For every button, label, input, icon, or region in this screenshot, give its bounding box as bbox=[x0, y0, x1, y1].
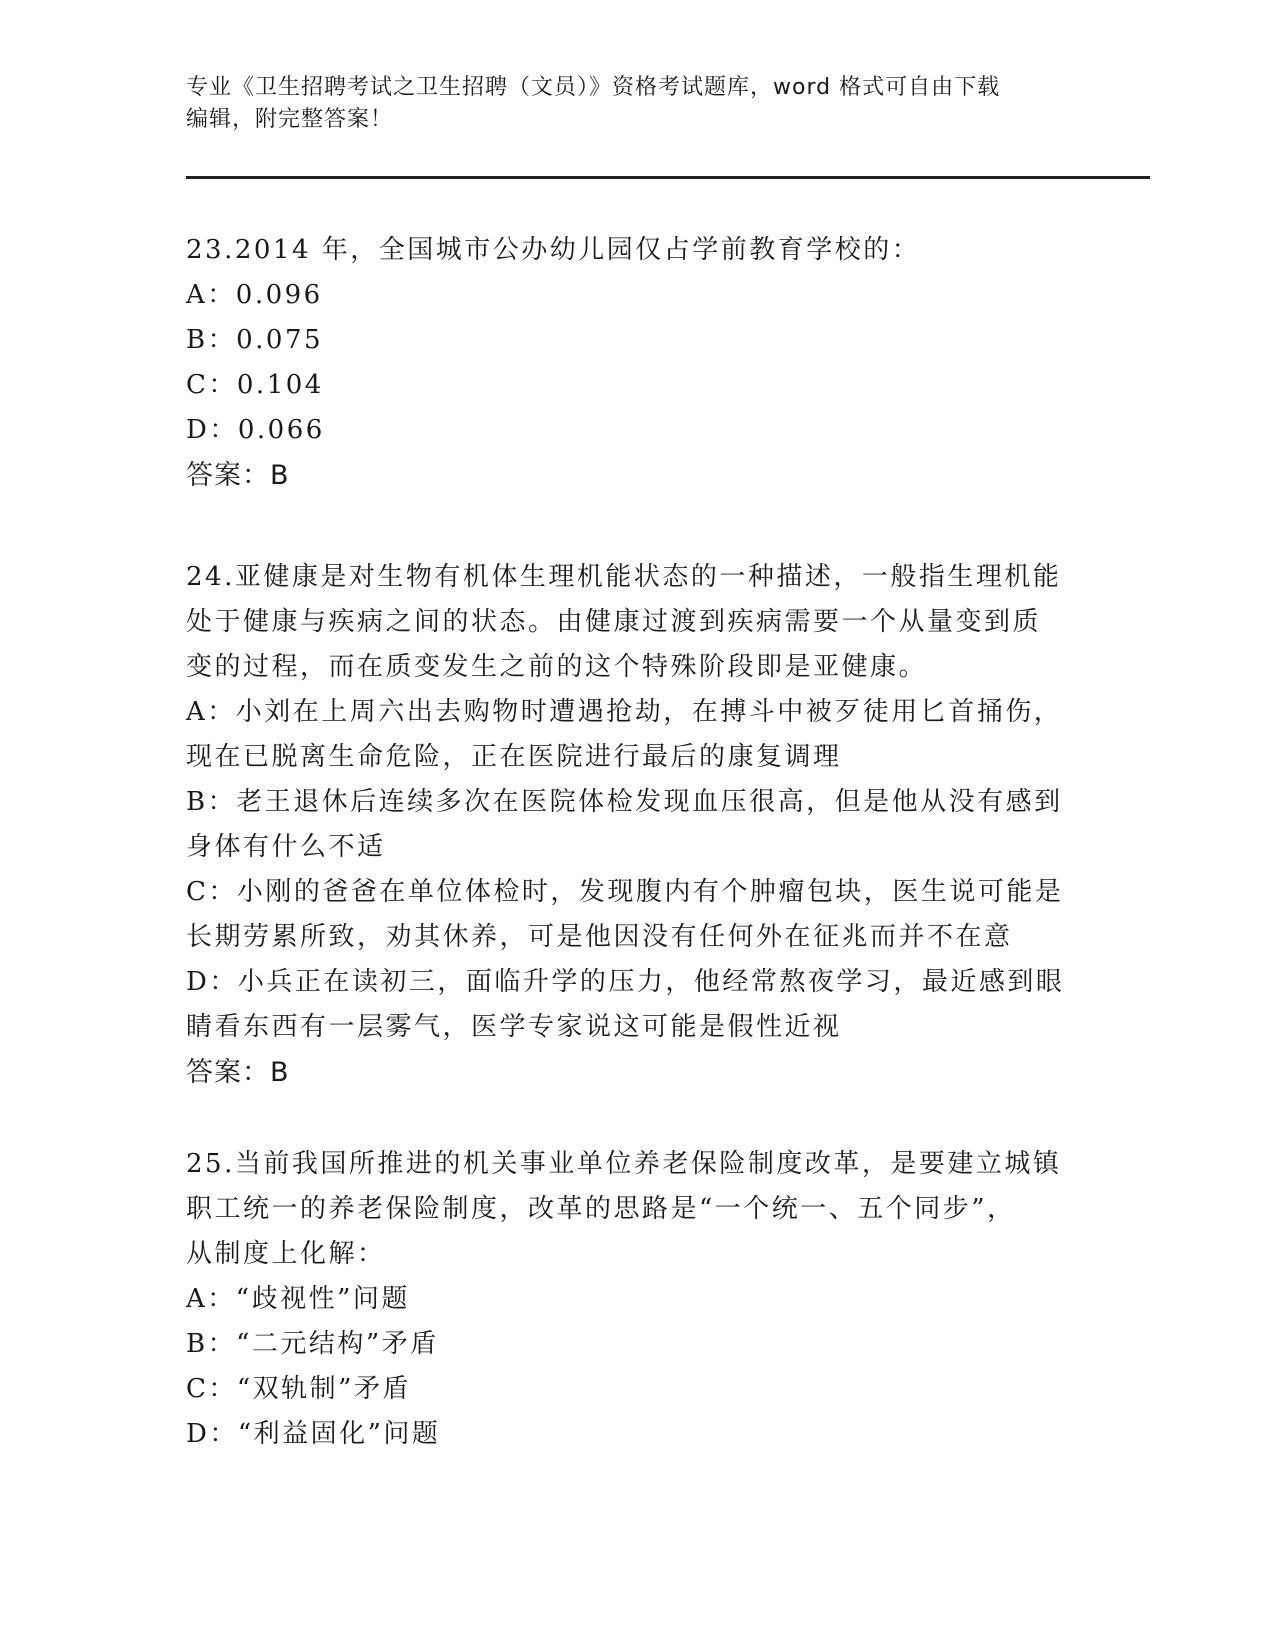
question-stem-line: 变的过程，而在质变发生之前的这个特殊阶段即是亚健康。 bbox=[186, 652, 928, 682]
option-a: A：0.096 bbox=[186, 280, 323, 310]
option-a: A：小刘在上周六出去购物时遭遇抢劫，在搏斗中被歹徒用匕首捅伤， bbox=[186, 697, 1063, 727]
question-25 bbox=[186, 1142, 1066, 1457]
question-stem-line: 职工统一的养老保险制度，改革的思路是“一个统一、五个同步”， bbox=[186, 1194, 1016, 1224]
option-c-continued: 长期劳累所致，劝其休养，可是他因没有任何外在征兆而并不在意 bbox=[186, 922, 1013, 952]
option-b: B：0.075 bbox=[186, 325, 324, 355]
question-stem-line: 24.亚健康是对生物有机体生理机能状态的一种描述，一般指生理机能 bbox=[186, 562, 1062, 592]
option-a: A：“歧视性”问题 bbox=[186, 1284, 410, 1314]
answer-label: 答案：B bbox=[186, 460, 290, 491]
option-c: C：0.104 bbox=[186, 370, 324, 400]
question-stem-line: 处于健康与疾病之间的状态。由健康过渡到疾病需要一个从量变到质 bbox=[186, 607, 1042, 637]
option-c: C：小刚的爸爸在单位体检时，发现腹内有个肿瘤包块，医生说可能是 bbox=[186, 877, 1064, 907]
option-c: C：“双轨制”矛盾 bbox=[186, 1374, 411, 1404]
header-line-2: 编辑，附完整答案！ bbox=[186, 107, 394, 132]
question-24 bbox=[186, 555, 1066, 1095]
option-a-continued: 现在已脱离生命危险，正在医院进行最后的康复调理 bbox=[186, 742, 842, 772]
header-divider bbox=[186, 176, 1150, 179]
option-b: B：老王退休后连续多次在医院体检发现血压很高，但是他从没有感到 bbox=[186, 787, 1063, 817]
answer-label: 答案：B bbox=[186, 1057, 290, 1088]
option-d: D：小兵正在读初三，面临升学的压力，他经常熬夜学习，最近感到眼 bbox=[186, 967, 1065, 997]
option-d: D：“利益固化”问题 bbox=[186, 1419, 441, 1449]
option-b-continued: 身体有什么不适 bbox=[186, 832, 386, 862]
question-stem-line: 25.当前我国所推进的机关事业单位养老保险制度改革，是要建立城镇 bbox=[186, 1149, 1062, 1179]
question-23 bbox=[186, 228, 1066, 498]
option-b: B：“二元结构”矛盾 bbox=[186, 1329, 439, 1359]
header-line-1: 专业《卫生招聘考试之卫生招聘（文员）》资格考试题库，word 格式可自由下载 bbox=[186, 75, 1001, 100]
question-stem-line: 23.2014 年，全国城市公办幼儿园仅占学前教育学校的： bbox=[186, 235, 921, 265]
option-d-continued: 睛看东西有一层雾气，医学专家说这可能是假性近视 bbox=[186, 1012, 842, 1042]
option-d: D：0.066 bbox=[186, 415, 325, 445]
page-header bbox=[186, 72, 1066, 136]
question-stem-line: 从制度上化解： bbox=[186, 1239, 386, 1269]
